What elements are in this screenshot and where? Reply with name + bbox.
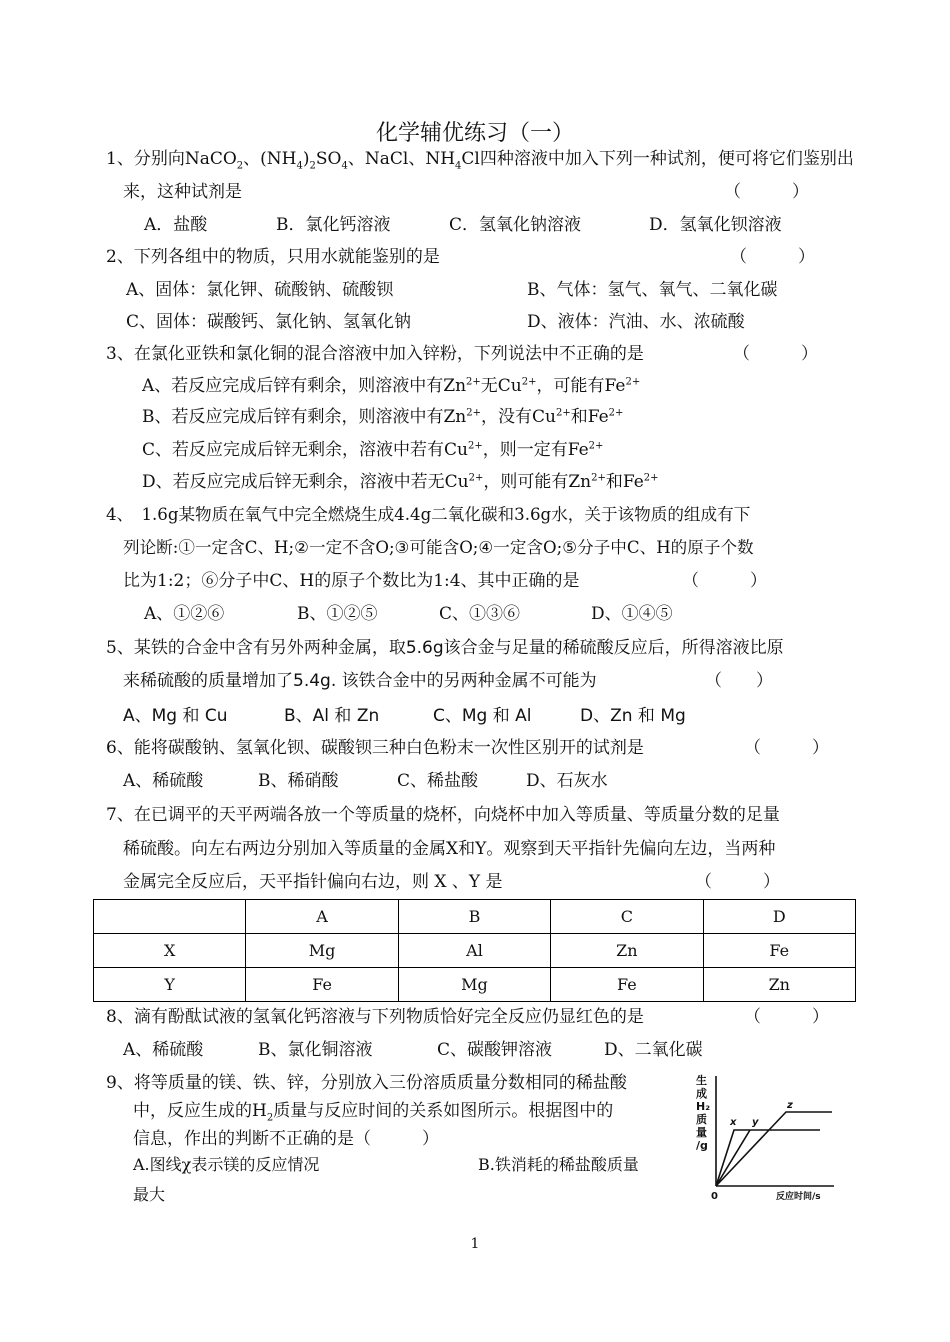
table-cell: Al <box>398 934 550 968</box>
q7-stem-line1: 7、在已调平的天平两端各放一个等质量的烧杯，向烧杯中加入等质量、等质量分数的足量 <box>106 805 780 825</box>
table-cell: Fe <box>551 968 703 1002</box>
q5-answer-paren: （ ） <box>705 671 773 691</box>
q5-option-b: B、Al 和 Zn <box>284 706 380 726</box>
page-title: 化学辅优练习（一） <box>375 121 574 146</box>
graph-ylabel-char: 量 <box>696 1126 707 1139</box>
table-cell: X <box>94 934 246 968</box>
q9-reaction-graph <box>694 1072 844 1202</box>
table-cell: Mg <box>246 934 398 968</box>
q9-stem-line2: 中，反应生成的$H_2$质量与反应时间的关系如图所示。根据图中的 <box>133 1101 614 1124</box>
q4-stem-line3: 比为1:2；⑥分子中C、H的原子个数比为1:4、其中正确的是 <box>123 571 580 591</box>
table-cell: Fe <box>703 934 855 968</box>
q3-option-d: D、若反应完成后锌无剩余，溶液中若无$Cu^{2+}$，则可能有$Zn^{2+}$和$Fe^{2+}$ <box>142 472 659 492</box>
q1-stem: 1、分别向NaCO$_2$、$(NH_4)_2SO_4$、NaCl、$NH_4Cl$四种溶液中加入下列一种试剂，便可将它们鉴别出 <box>106 149 854 172</box>
q9-stem-line3: 信息，作出的判断不正确的是（ ） <box>133 1129 439 1149</box>
q3-option-b: B、若反应完成后锌有剩余，则溶液中有$Zn^{2+}$，没有$Cu^{2+}$和$Fe^{2+}$ <box>142 407 624 427</box>
q4-option-d: D、①④⑤ <box>591 604 673 624</box>
q5-stem-line2: 来稀硫酸的质量增加了5.4g. 该铁合金中的另两种金属不可能为 <box>123 671 597 691</box>
q8-option-b: B、氯化铜溶液 <box>258 1040 373 1060</box>
graph-ylabel-char: 质 <box>696 1113 707 1126</box>
q6-option-a: A、稀硫酸 <box>123 771 204 791</box>
table-cell: Zn <box>551 934 703 968</box>
q6-option-d: D、石灰水 <box>526 771 608 791</box>
q1-option-b: B．氯化钙溶液 <box>276 215 391 235</box>
table-cell: Mg <box>398 968 550 1002</box>
graph-ylabel-char: H₂ <box>696 1100 711 1113</box>
graph-ylabel-char: 成 <box>696 1087 707 1100</box>
q8-option-d: D、二氧化碳 <box>604 1040 703 1060</box>
q9-option-a: A.图线χ表示镁的反应情况 <box>133 1155 320 1174</box>
q2-answer-paren: （ ） <box>730 247 815 267</box>
table-cell <box>94 900 246 934</box>
q2-option-b: B、气体：氢气、氧气、二氧化碳 <box>527 280 778 300</box>
q1-option-a: A．盐酸 <box>144 215 208 235</box>
q5-stem-line1: 5、某铁的合金中含有另外两种金属，取5.6g该合金与足量的稀硫酸反应后，所得溶液比原 <box>106 638 784 658</box>
q1-stem-line2: 来，这种试剂是 <box>123 182 242 202</box>
q2-option-c: C、固体：碳酸钙、氯化钠、氢氧化钠 <box>126 312 412 332</box>
graph-ylabel-char: 生 <box>696 1074 707 1087</box>
graph-curve-label-y: y <box>752 1117 759 1128</box>
q6-answer-paren: （ ） <box>744 738 829 758</box>
q6-option-c: C、稀盐酸 <box>397 771 479 791</box>
graph-curve-label-x: x <box>730 1117 737 1128</box>
q2-option-a: A、固体：氯化钾、硫酸钠、硫酸钡 <box>126 280 394 300</box>
graph-line-x <box>716 1130 820 1186</box>
q5-option-a: A、Mg 和 Cu <box>123 706 228 726</box>
table-cell: A <box>246 900 398 934</box>
q8-answer-paren: （ ） <box>744 1007 829 1027</box>
table-cell: B <box>398 900 550 934</box>
q7-stem-line3: 金属完全反应后，天平指针偏向右边，则 X 、Y 是 <box>123 872 503 892</box>
q4-option-c: C、①③⑥ <box>439 604 521 624</box>
q9-option-b-continued: 最大 <box>133 1185 166 1204</box>
table-row <box>94 934 856 968</box>
q8-option-c: C、碳酸钾溶液 <box>437 1040 553 1060</box>
q3-answer-paren: （ ） <box>733 344 818 364</box>
table-cell: Y <box>94 968 246 1002</box>
q5-option-d: D、Zn 和 Mg <box>580 706 686 726</box>
q7-table <box>93 899 856 1002</box>
q6-option-b: B、稀硝酸 <box>258 771 339 791</box>
q1-option-c: C．氢氧化钠溶液 <box>449 215 582 235</box>
q4-option-a: A、①②⑥ <box>144 604 225 624</box>
q3-stem: 3、在氯化亚铁和氯化铜的混合溶液中加入锌粉，下列说法中不正确的是 <box>106 344 644 364</box>
q8-option-a: A、稀硫酸 <box>123 1040 204 1060</box>
q4-stem-line1: 4、 1.6g某物质在氧气中完全燃烧生成4.4g二氧化碳和3.6g水，关于该物质的组成有下 <box>106 505 751 524</box>
table-row <box>94 968 856 1002</box>
q3-option-a: A、若反应完成后锌有剩余，则溶液中有$Zn^{2+}$无$Cu^{2+}$，可能有$Fe^{2+}$ <box>142 376 641 396</box>
q2-option-d: D、液体：汽油、水、浓硫酸 <box>527 312 745 332</box>
graph-curve-label-z: z <box>787 1100 793 1111</box>
graph-origin-label: 0 <box>711 1191 718 1202</box>
q9-option-b: B.铁消耗的稀盐酸质量 <box>478 1155 639 1174</box>
q7-stem-line2: 稀硫酸。向左右两边分别加入等质量的金属X和Y。观察到天平指针先偏向左边，当两种 <box>123 839 776 859</box>
q2-stem: 2、下列各组中的物质，只用水就能鉴别的是 <box>106 247 440 267</box>
table-cell: Zn <box>703 968 855 1002</box>
q3-option-c: C、若反应完成后锌无剩余，溶液中若有$Cu^{2+}$，则一定有$Fe^{2+}$ <box>142 440 604 460</box>
q4-answer-paren: （ ） <box>682 571 767 591</box>
page-number: 1 <box>470 1236 480 1252</box>
table-cell: Fe <box>246 968 398 1002</box>
q1-option-d: D．氢氧化钡溶液 <box>649 215 782 235</box>
q1-answer-paren: （ ） <box>724 182 809 202</box>
graph-ylabel-char: /g <box>696 1139 708 1152</box>
table-cell: D <box>703 900 855 934</box>
q4-option-b: B、①②⑤ <box>297 604 378 624</box>
q6-stem: 6、能将碳酸钠、氢氧化钡、碳酸钡三种白色粉末一次性区别开的试剂是 <box>106 738 644 758</box>
q5-option-c: C、Mg 和 Al <box>433 706 532 726</box>
q8-stem: 8、滴有酚酞试液的氢氧化钙溶液与下列物质恰好完全反应仍显红色的是 <box>106 1007 644 1027</box>
graph-x-axis-label: 反应时间/s <box>776 1192 821 1202</box>
q7-answer-paren: （ ） <box>695 872 780 892</box>
graph-line-y <box>716 1130 750 1186</box>
q4-stem-line2: 列论断:①一定含C、H;②一定不含O;③可能含O;④一定含O;⑤分子中C、H的原子个数 <box>123 538 754 557</box>
table-header-row <box>94 900 856 934</box>
table-cell: C <box>551 900 703 934</box>
q9-stem-line1: 9、将等质量的镁、铁、锌，分别放入三份溶质质量分数相同的稀盐酸 <box>106 1073 627 1093</box>
